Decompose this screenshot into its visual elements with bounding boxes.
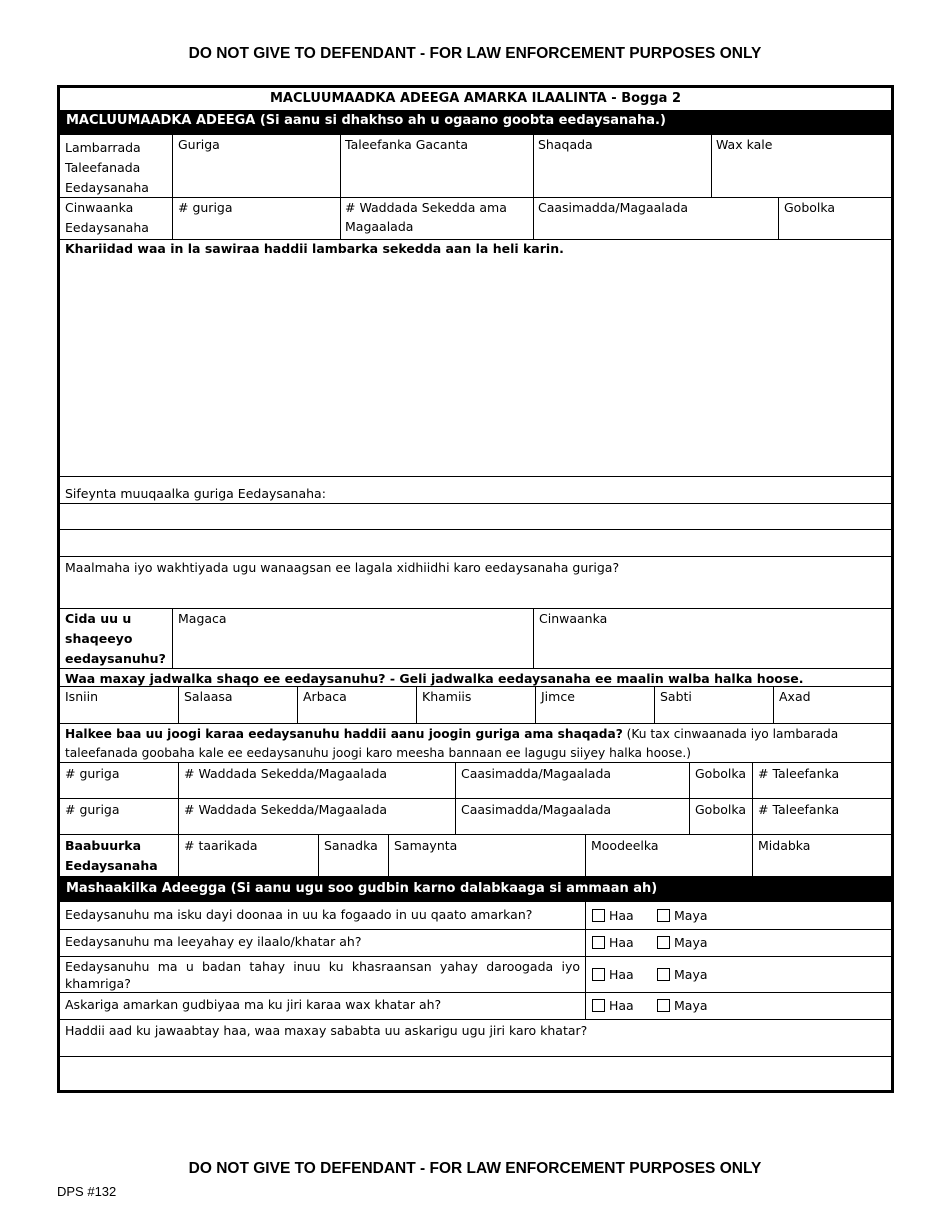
question-officer-danger: Askariga amarkan gudbiyaa ma ku jiri karaa wax khatar ah? — [65, 997, 442, 1012]
checkbox-icon[interactable] — [657, 909, 670, 922]
employer-address-field[interactable]: Cinwaanka — [539, 611, 608, 626]
no-label: Maya — [674, 935, 708, 950]
yes-label: Haa — [609, 967, 634, 982]
other-place-1-county[interactable]: Gobolka — [695, 766, 747, 781]
other-place-1-phone[interactable]: # Taleefanka — [758, 766, 840, 781]
employer-name-field[interactable]: Magaca — [178, 611, 227, 626]
schedule-tuesday[interactable]: Salaasa — [184, 689, 233, 704]
service-info-header: MACLUUMAADKA ADEEGA (Si aanu si dhakhso ah u ogaano goobta eedaysanaha.) — [60, 110, 891, 135]
map-drawing-area[interactable] — [60, 236, 891, 474]
checkbox-icon[interactable] — [592, 999, 605, 1012]
cell-phone-field[interactable]: Taleefanka Gacanta — [345, 137, 469, 152]
service-info-form — [57, 85, 894, 1093]
bottom-warning: DO NOT GIVE TO DEFENDANT - FOR LAW ENFORCEMENT PURPOSES ONLY — [188, 1160, 762, 1177]
checkbox-icon[interactable] — [657, 968, 670, 981]
yes-label: Haa — [609, 935, 634, 950]
yes-label: Haa — [609, 908, 634, 923]
other-place-2-city[interactable]: Caasimadda/Magaalada — [461, 802, 612, 817]
danger-reason-line[interactable] — [60, 1057, 891, 1090]
other-place-2-house-number[interactable]: # guriga — [65, 802, 120, 817]
officer-danger-yes-option[interactable] — [592, 996, 634, 1016]
service-concerns-header: Mashaakilka Adeegga (Si aanu ugu soo gudbin karno dalabkaaga si ammaan ah) — [60, 876, 891, 902]
schedule-saturday[interactable]: Sabti — [660, 689, 692, 704]
best-contact-time-field[interactable] — [60, 555, 891, 607]
danger-reason-question: Haddii aad ku jawaabtay haa, waa maxay sababta uu askarigu ugu jiri karo khatar? — [65, 1023, 588, 1038]
home-phone-field[interactable]: Guriga — [178, 137, 220, 152]
other-place-1-street[interactable]: # Waddada Sekedda/Magaalada — [184, 766, 388, 781]
other-place-2-street[interactable]: # Waddada Sekedda/Magaalada — [184, 802, 388, 817]
no-label: Maya — [674, 998, 708, 1013]
avoid-service-no-option[interactable] — [657, 906, 708, 926]
checkbox-icon[interactable] — [592, 909, 605, 922]
officer-danger-no-option[interactable] — [657, 996, 708, 1016]
top-warning: DO NOT GIVE TO DEFENDANT - FOR LAW ENFORCEMENT PURPOSES ONLY — [188, 45, 762, 62]
vehicle-color-field[interactable]: Midabka — [758, 838, 811, 853]
schedule-thursday[interactable]: Khamiis — [422, 689, 472, 704]
other-place-1-city[interactable]: Caasimadda/Magaalada — [461, 766, 612, 781]
substance-use-yes-option[interactable] — [592, 965, 634, 985]
vehicle-make-field[interactable]: Samaynta — [394, 838, 458, 853]
schedule-wednesday[interactable]: Arbaca — [303, 689, 347, 704]
home-description-line-1[interactable] — [60, 504, 891, 529]
schedule-sunday[interactable]: Axad — [779, 689, 811, 704]
vehicle-year-field[interactable]: Sanadka — [324, 838, 378, 853]
vehicle-model-field[interactable]: Moodeelka — [591, 838, 659, 853]
schedule-friday[interactable]: Jimce — [541, 689, 575, 704]
county-field[interactable]: Gobolka — [784, 200, 836, 215]
vehicle-label: Baabuurka Eedaysanaha — [65, 838, 158, 873]
checkbox-icon[interactable] — [592, 936, 605, 949]
map-instruction: Khariidad waa in la sawiraa haddii lambarka sekedda aan la heli karin. — [65, 241, 564, 256]
city-field[interactable]: Caasimadda/Magaalada — [538, 200, 689, 215]
question-dangerous-dog: Eedaysanuhu ma leeyahay ey ilaalo/khatar ah? — [65, 934, 362, 949]
checkbox-icon[interactable] — [657, 936, 670, 949]
home-description-line-2[interactable] — [60, 530, 891, 556]
checkbox-icon[interactable] — [592, 968, 605, 981]
yes-label: Haa — [609, 998, 634, 1013]
no-label: Maya — [674, 908, 708, 923]
other-places-question-rest: (Ku tax cinwaanada iyo lambarada taleefanada goobaha kale ee eedaysanuhu joogi karo meesha bannaan ee lagugu siiyey halka hoose.) — [65, 727, 839, 760]
danger-reason-field[interactable] — [60, 1018, 891, 1056]
other-place-2-phone[interactable]: # Taleefanka — [758, 802, 840, 817]
other-place-2-county[interactable]: Gobolka — [695, 802, 747, 817]
form-title: MACLUUMAADKA ADEEGA AMARKA ILAALINTA - Bogga 2 — [270, 91, 681, 106]
schedule-monday[interactable]: Isniin — [65, 689, 98, 704]
dangerous-dog-no-option[interactable] — [657, 933, 708, 953]
phone-label: Lambarrada Taleefanada Eedaysanaha — [65, 140, 149, 195]
question-substance-use: Eedaysanuhu ma u badan tahay inuu ku khasraansan yahay daroogada iyo khamriga? — [65, 959, 580, 991]
home-description-label: Sifeynta muuqaalka guriga Eedaysanaha: — [65, 486, 326, 501]
address-label: Cinwaanka Eedaysanaha — [65, 200, 149, 235]
avoid-service-yes-option[interactable] — [592, 906, 634, 926]
other-place-1-house-number[interactable]: # guriga — [65, 766, 120, 781]
other-places-question — [60, 722, 891, 764]
work-phone-field[interactable]: Shaqada — [538, 137, 593, 152]
vehicle-plate-field[interactable]: # taarikada — [184, 838, 258, 853]
house-number-field[interactable]: # guriga — [178, 200, 233, 215]
other-places-question-bold: Halkee baa uu joogi karaa eedaysanuhu haddii aanu joogin guriga ama shaqada? — [65, 727, 623, 741]
work-schedule-question: Waa maxay jadwalka shaqo ee eedaysanuhu? - Geli jadwalka eedaysanaha ee maalin walba halka hoose. — [65, 671, 804, 686]
other-phone-field[interactable]: Wax kale — [716, 137, 773, 152]
street-field[interactable]: # Waddada Sekedda ama Magaalada — [345, 200, 507, 234]
checkbox-icon[interactable] — [657, 999, 670, 1012]
employer-label: Cida uu u shaqeeyo eedaysanuhu? — [65, 611, 166, 666]
no-label: Maya — [674, 967, 708, 982]
best-contact-time-question: Maalmaha iyo wakhtiyada ugu wanaagsan ee lagala xidhiidhi karo eedaysanaha guriga? — [65, 560, 620, 575]
form-number: DPS #132 — [57, 1184, 117, 1199]
substance-use-no-option[interactable] — [657, 965, 708, 985]
question-avoid-service: Eedaysanuhu ma isku dayi doonaa in uu ka fogaado in uu qaato amarkan? — [65, 907, 533, 922]
dangerous-dog-yes-option[interactable] — [592, 933, 634, 953]
